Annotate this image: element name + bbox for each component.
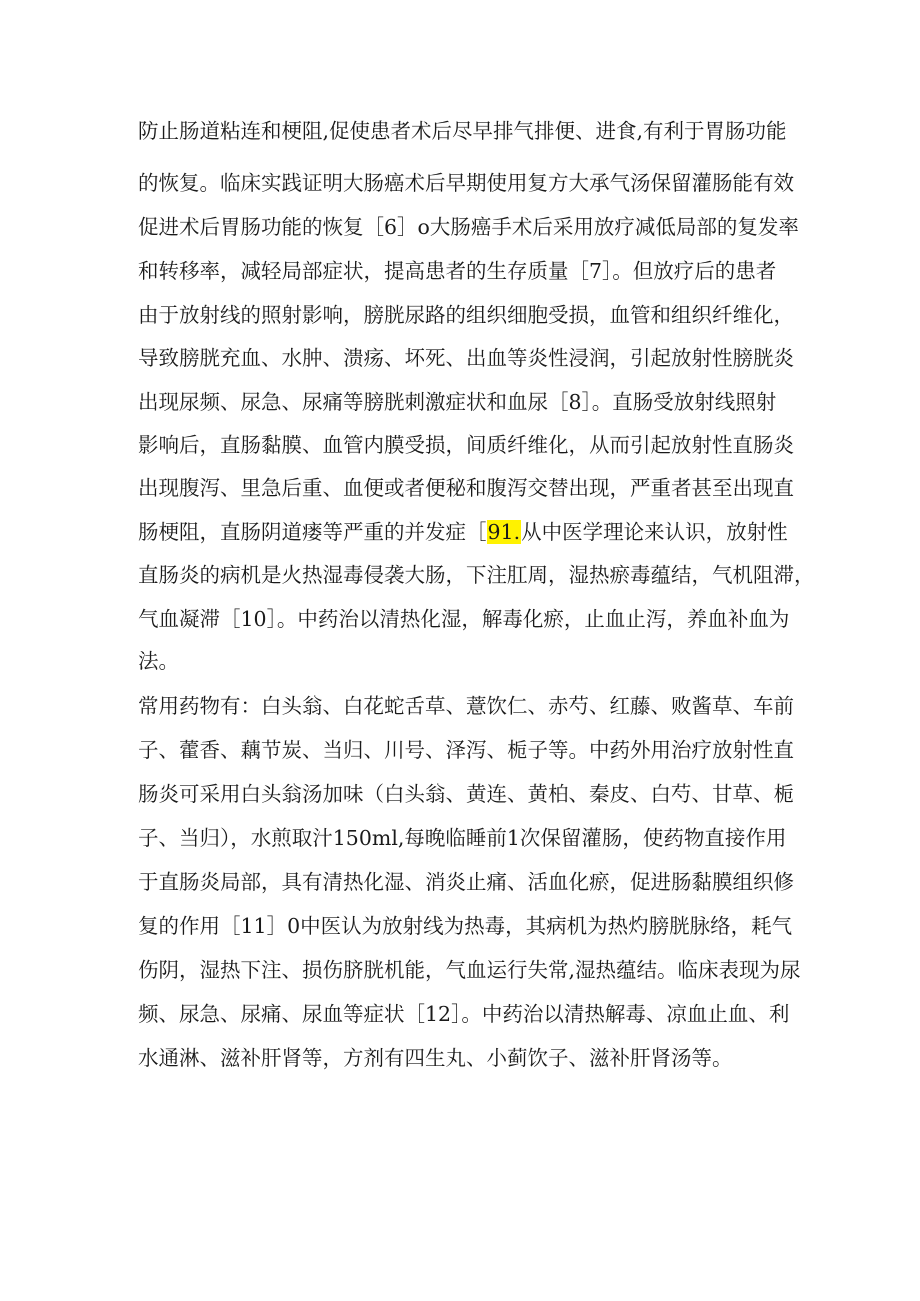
text-line: 的恢复。临床实践证明大肠癌术后早期使用复方大承气汤保留灌肠能有效: [138, 171, 794, 195]
text-line: 直肠炎的病机是火热湿毒侵袭大肠，下注肛周，湿热瘀毒蕴结，气机阻滞，: [138, 563, 815, 587]
text-line: 导致膀胱充血、水肿、溃疡、坏死、出血等炎性浸润，引起放射性膀胱炎: [138, 346, 794, 370]
text-line: 频、尿急、尿痛、尿血等症状［12］。中药治以清热解毒、凉血止血、利: [138, 1002, 790, 1026]
text-line: 出现尿频、尿急、尿痛等膀胱刺激症状和血尿［8］。直肠受放射线照射: [138, 390, 777, 414]
text-line: 于直肠炎局部，具有清热化湿、消炎止痛、活血化瘀，促进肠黏膜组织修: [138, 870, 794, 894]
text-line: 常用药物有：白头翁、白花蛇舌草、薏饮仁、赤芍、红藤、败酱草、车前: [138, 694, 794, 718]
text-line: 子、藿香、藕节炭、当归、川号、泽泻、栀子等。中药外用治疗放射性直: [138, 738, 794, 762]
text-segment: 从中医学理论来认识，放射性: [521, 520, 788, 544]
text-line: 水通淋、滋补肝肾等，方剂有四生丸、小蓟饮子、滋补肝肾汤等。: [138, 1046, 733, 1070]
text-line: 气血凝滞［10］。中药治以清热化湿，解毒化瘀，止血止泻，养血补血为: [138, 607, 790, 631]
text-line: 复的作用［11］0中医认为放射线为热毒，其病机为热灼膀胱脉络，耗气: [138, 914, 793, 938]
text-line: 由于放射线的照射影响，膀胱尿路的组织细胞受损，血管和组织纤维化，: [138, 303, 794, 327]
text-line: [138, 519, 788, 545]
text-line: 法。: [138, 649, 179, 673]
highlighted-citation: 91.: [487, 520, 521, 544]
text-line: 影响后，直肠黏膜、血管内膜受损，间质纤维化，从而引起放射性直肠炎: [138, 433, 794, 457]
text-line: 伤阴，湿热下注、损伤脐胱机能，气血运行失常,湿热蕴结。临床表现为尿: [138, 958, 801, 982]
text-line: 促进术后胃肠功能的恢复［6］o大肠癌手术后采用放疗减低局部的复发率: [138, 215, 799, 239]
text-line: 和转移率，减轻局部症状，提高患者的生存质量［7］。但放疗后的患者: [138, 259, 777, 283]
text-line: 子、当归），水煎取汁150ml,每晚临睡前1次保留灌肠，使药物直接作用: [138, 826, 787, 850]
text-line: 肠炎可采用白头翁汤加味（白头翁、黄连、黄柏、秦皮、白芍、甘草、栀: [138, 782, 794, 806]
text-line: 出现腹泻、里急后重、血便或者便秘和腹泻交替出现，严重者甚至出现直: [138, 476, 794, 500]
text-line: 防止肠道粘连和梗阻,促使患者术后尽早排气排便、进食,有利于胃肠功能: [138, 119, 787, 143]
text-segment: 肠梗阻，直肠阴道瘘等严重的并发症［: [138, 520, 487, 544]
